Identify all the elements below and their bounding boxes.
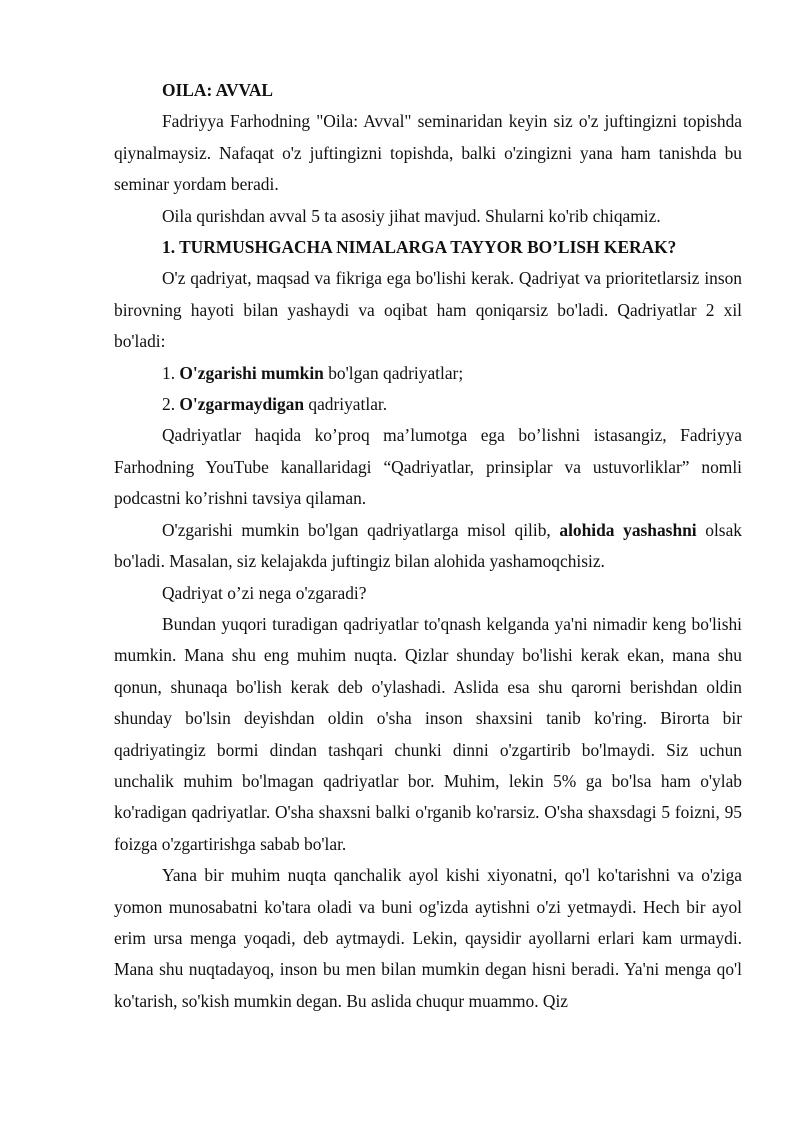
example-bold: alohida yashashni xyxy=(559,519,697,540)
list-item-2 xyxy=(114,389,742,420)
list-item-2-suffix: qadriyatlar. xyxy=(304,394,388,415)
list-item-2-prefix: 2. xyxy=(162,394,180,415)
example-paragraph xyxy=(114,515,742,578)
document-page xyxy=(114,75,742,1017)
list-item-1-prefix: 1. xyxy=(162,362,180,383)
example-prefix: O'zgarishi mumkin bo'lgan qadriyatlarga misol qilib, xyxy=(162,519,560,540)
podcast-paragraph: Qadriyatlar haqida ko’proq ma’lumotga ega bo’lishni istasangiz, Fadriyya Farhodning YouTube kanallaridagi “Qadriyatlar, prinsiplar va ustuvorliklar” nomli podcastni ko’rishni tavsiya qilaman. xyxy=(114,425,742,509)
aspects-paragraph: Oila qurishdan avval 5 ta asosiy jihat mavjud. Shularni ko'rib chiqamiz. xyxy=(162,205,661,226)
document-title: OILA: AVVAL xyxy=(162,80,273,100)
values-intro-paragraph: O'z qadriyat, maqsad va fikriga ega bo'lishi kerak. Qadriyat va prioritetlarsiz inson birovning hayoti bilan yashaydi va oqibat ham qoniqarsiz bo'ladi. Qadriyatlar 2 xil bo'ladi: xyxy=(114,268,742,352)
list-item-1-bold: O'zgarishi mumkin xyxy=(179,362,324,383)
example-suffix: olsak bo'ladi. Masalan, siz kelajakda juftingiz bilan alohida yashamoqchisiz. xyxy=(114,519,742,572)
question-paragraph: Qadriyat o’zi nega o'zgaradi? xyxy=(162,582,367,603)
list-item-2-bold: O'zgarmaydigan xyxy=(179,394,305,415)
important-point-paragraph: Yana bir muhim nuqta qanchalik ayol kishi xiyonatni, qo'l ko'tarishni va o'ziga yomon munosabatni ko'tara oladi va buni og'izda aytishni o'zi yetmaydi. Hech bir ayol erim ursa menga yoqadi, deb aytmaydi. Lekin, qaysidir ayollarni erlari kam urmaydi. Mana shu nuqtadayoq, inson bu men bilan mumkin degan hisni beradi. Ya'ni menga qo'l ko'tarish, so'kish mumkin degan. Bu aslida chuqur muammo. Qiz xyxy=(114,865,742,1011)
list-item-1-suffix: bo'lgan qadriyatlar; xyxy=(323,362,464,383)
explanation-paragraph: Bundan yuqori turadigan qadriyatlar to'qnash kelganda ya'ni nimadir keng bo'lishi mumkin. Mana shu eng muhim nuqta. Qizlar shunday bo'lishi kerak ekan, mana shu qonun, shunaqa bo'lish kerak deb o'ylashadi. Aslida esa shu qarorni berishdan oldin shunday bo'lsin deyishdan oldin o'sha inson shaxsini tanib ko'ring. Birorta bir qadriyatingiz bormi dindan tashqari chunki dinni o'zgartirib bo'lmaydi. Siz uchun unchalik muhim bo'lmagan qadriyatlar bor. Muhim, lekin 5% ga bo'lsa ham o'ylab ko'radigan qadriyatlar. O'sha shaxsni balki o'rganib ko'rarsiz. O'sha shaxsdagi 5 foizni, 95 foizga o'zgartirishga sabab bo'lar. xyxy=(114,613,742,854)
list-item-1 xyxy=(114,358,742,389)
section-1-heading: 1. TURMUSHGACHA NIMALARGA TAYYOR BO’LISH KERAK? xyxy=(162,237,677,258)
intro-paragraph: Fadriyya Farhodning "Oila: Avval" seminaridan keyin siz o'z juftingizni topishda qiynalmaysiz. Nafaqat o'z juftingizni topishda, balki o'zingizni yana ham tanishda bu seminar yordam beradi. xyxy=(114,111,742,195)
